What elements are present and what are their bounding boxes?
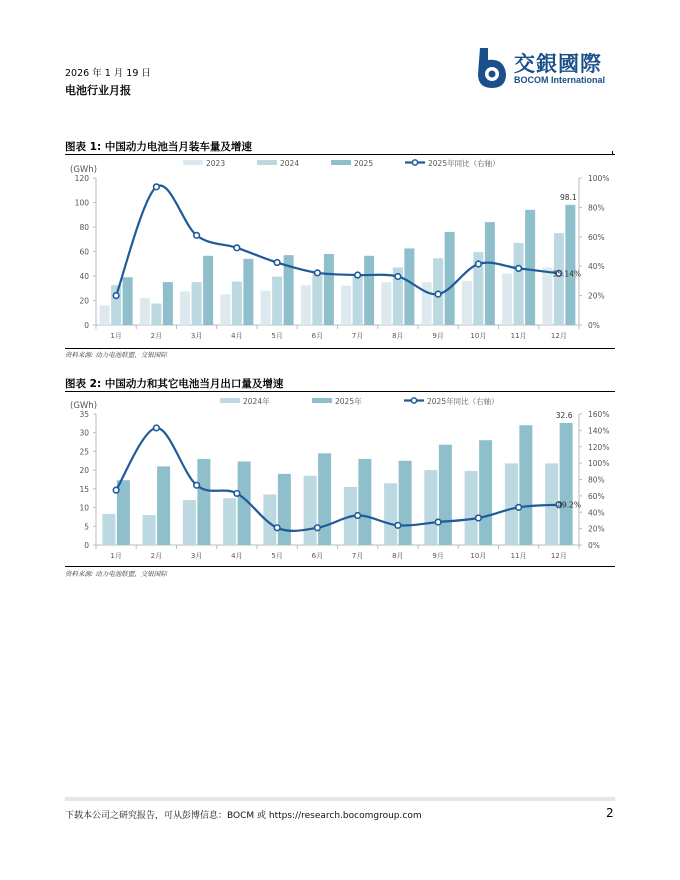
y2-tick-label: 60% (588, 491, 605, 501)
bar-2024 (353, 274, 363, 325)
x-tick-label: 5月 (271, 332, 283, 340)
bar-2024 (514, 243, 524, 325)
last-yoy-data-label: 35.14% (552, 269, 581, 279)
x-tick-label: 11月 (510, 332, 527, 340)
y2-tick-label: 20% (588, 291, 605, 301)
x-tick-label: 4月 (231, 552, 243, 560)
bar-2025年 (157, 466, 170, 545)
figure1-source: 资料来源: 动力电池联盟，交银国际 (65, 351, 167, 359)
legend-label: 2024 (280, 159, 300, 168)
figure2-chart (0, 391, 680, 571)
legend-label: 2025年同比（右轴） (428, 159, 500, 168)
footer-rule (65, 797, 615, 801)
x-tick-label: 5月 (271, 552, 283, 560)
bar-2023 (462, 281, 472, 325)
last-yoy-data-label: 49.2% (557, 500, 581, 510)
y2-tick-label: 0% (588, 541, 600, 550)
y2-tick-label: 0% (588, 321, 600, 330)
yoy-point (113, 293, 119, 299)
bar-2025年 (439, 445, 452, 545)
y-tick-label: 60 (79, 247, 89, 257)
yoy-point (154, 425, 160, 431)
bar-2025年 (197, 459, 210, 545)
bar-2025年 (519, 425, 532, 545)
y-axis-label: (GWh) (70, 165, 98, 175)
bar-2024年 (384, 483, 397, 545)
legend-marker (411, 398, 416, 403)
bar-2024年 (183, 500, 196, 545)
legend-swatch (312, 398, 332, 403)
bar-2024年 (304, 476, 317, 545)
y-tick-label: 40 (79, 272, 89, 281)
y-tick-label: 80 (79, 223, 89, 232)
last-bar-data-label: 32.6 (555, 410, 573, 420)
bar-2024年 (465, 471, 478, 545)
x-tick-label: 6月 (311, 332, 324, 340)
x-tick-label: 12月 (550, 552, 567, 560)
x-tick-label: 8月 (392, 552, 404, 560)
bar-2024 (111, 285, 121, 325)
x-tick-label: 8月 (392, 332, 404, 340)
legend-label: 2023 (206, 159, 226, 168)
figure2-title: 图表 2: 中国动力和其它电池当月出口量及增速 (65, 378, 284, 390)
yoy-point (234, 491, 240, 497)
logo-text-en: BOCOM International (514, 75, 606, 85)
figure2-bottom-rule (65, 566, 615, 567)
x-tick-label: 10月 (470, 552, 487, 560)
bar-2025 (404, 248, 414, 325)
footer-text: 下载本公司之研究报告，可从彭博信息：BOCM 或 https://research.bocomgroup.com (65, 811, 422, 821)
x-tick-label: 12月 (550, 332, 567, 340)
x-tick-label: 2月 (150, 552, 163, 560)
yoy-point (395, 523, 401, 529)
yoy-point (234, 245, 240, 251)
y-tick-label: 120 (74, 174, 89, 183)
bar-2024年 (143, 515, 156, 545)
y-tick-label: 35 (79, 410, 89, 419)
legend-swatch (331, 160, 351, 165)
bar-2025 (324, 254, 334, 325)
bar-2025 (485, 222, 495, 325)
yoy-point (154, 184, 160, 190)
x-tick-label: 6月 (311, 552, 324, 560)
yoy-point (194, 482, 200, 488)
bar-2023 (140, 298, 150, 325)
x-tick-label: 1月 (110, 332, 122, 340)
legend-label: 2025 (354, 159, 374, 168)
x-tick-label: 4月 (231, 332, 243, 340)
legend-label: 2025年 (335, 397, 362, 406)
bar-2023 (542, 267, 552, 325)
y-tick-label: 20 (79, 296, 89, 306)
yoy-point (274, 525, 280, 531)
y2-tick-label: 120% (588, 442, 610, 452)
y-tick-label: 30 (79, 428, 89, 438)
y2-tick-label: 60% (588, 232, 605, 242)
yoy-point (516, 505, 522, 511)
yoy-point (274, 260, 280, 266)
bar-2024 (192, 282, 202, 325)
yoy-point (355, 272, 361, 278)
x-tick-label: 3月 (190, 332, 203, 340)
legend-swatch (220, 398, 240, 403)
bar-2023 (180, 291, 190, 325)
y2-tick-label: 80% (588, 475, 605, 485)
yoy-point (315, 270, 321, 276)
legend-marker (412, 160, 417, 165)
x-tick-label: 10月 (470, 332, 487, 340)
bar-2024 (554, 233, 564, 325)
x-tick-label: 7月 (351, 552, 364, 560)
bar-2025 (525, 210, 535, 325)
y2-tick-label: 140% (588, 426, 610, 436)
figure1-bottom-rule (65, 348, 615, 349)
y-tick-label: 5 (84, 522, 89, 532)
bar-2025 (163, 282, 173, 325)
legend-label: 2024年 (243, 397, 270, 406)
yoy-point (395, 274, 401, 280)
company-logo (474, 46, 624, 90)
yoy-point (194, 233, 200, 239)
bar-2025 (203, 256, 213, 325)
bar-2025年 (358, 459, 371, 545)
x-tick-label: 9月 (432, 552, 444, 560)
bar-2025年 (318, 453, 331, 545)
bar-2023 (100, 305, 110, 325)
yoy-line (116, 428, 559, 531)
bar-2023 (502, 274, 512, 325)
y2-tick-label: 160% (588, 410, 610, 419)
x-tick-label: 7月 (351, 332, 364, 340)
y-tick-label: 20 (79, 466, 89, 476)
bar-2024 (312, 273, 322, 325)
yoy-point (476, 261, 482, 267)
y2-tick-label: 20% (588, 524, 605, 534)
yoy-point (355, 513, 361, 519)
last-bar-data-label: 98.1 (560, 192, 577, 202)
x-tick-label: 3月 (190, 552, 203, 560)
bar-2023 (301, 285, 311, 325)
x-tick-label: 11月 (510, 552, 527, 560)
y2-tick-label: 40% (588, 508, 605, 518)
yoy-point (315, 525, 321, 531)
bar-2025年 (560, 423, 573, 545)
x-tick-label: 1月 (110, 552, 122, 560)
y-tick-label: 0 (84, 541, 89, 550)
y2-tick-label: 40% (588, 262, 605, 272)
bar-2024年 (505, 463, 518, 545)
logo-text-cn: 交銀國際 (514, 52, 602, 76)
y-axis-label: (GWh) (70, 401, 98, 411)
y2-tick-label: 80% (588, 203, 605, 213)
bar-2023 (381, 282, 391, 325)
bar-2025 (123, 277, 133, 325)
legend-swatch (257, 160, 277, 165)
y2-tick-label: 100% (588, 459, 610, 469)
y-tick-label: 15 (79, 484, 89, 494)
yoy-point (476, 515, 482, 521)
y-tick-label: 25 (79, 447, 89, 457)
yoy-point (113, 487, 119, 493)
bocom-logo-icon (474, 46, 512, 90)
bar-2024年 (102, 514, 115, 545)
x-tick-label: 9月 (432, 332, 444, 340)
legend-swatch (183, 160, 203, 165)
legend-label: 2025年同比（右轴） (427, 397, 499, 406)
bar-2025 (445, 232, 455, 325)
bar-2024年 (424, 470, 437, 545)
bar-2023 (341, 286, 351, 325)
y-tick-label: 100 (74, 198, 89, 208)
page-number: 2 (606, 806, 614, 820)
report-title: 电池行业月报 (65, 84, 131, 97)
bar-2025年 (479, 440, 492, 545)
y-tick-label: 10 (79, 503, 89, 513)
bar-2024年 (223, 498, 236, 545)
yoy-point (435, 519, 441, 525)
bar-2025年 (278, 474, 291, 545)
bar-2025年 (399, 461, 412, 545)
y-tick-label: 0 (84, 321, 89, 330)
x-tick-label: 2月 (150, 332, 163, 340)
y2-tick-label: 100% (588, 174, 610, 183)
bar-2024 (272, 277, 282, 325)
report-date: 2026 年 1 月 19 日 (65, 68, 151, 79)
yoy-point (435, 291, 441, 297)
bar-2024 (232, 282, 242, 325)
bar-2023 (220, 294, 230, 325)
yoy-point (516, 266, 522, 272)
figure1-chart (0, 154, 680, 354)
bar-2023 (422, 282, 432, 325)
bar-2025 (565, 205, 575, 325)
figure2-source: 资料来源: 动力电池联盟，交银国际 (65, 570, 167, 578)
figure1-title: 图表 1: 中国动力电池当月装车量及增速 (65, 141, 252, 153)
bar-2024 (151, 304, 161, 325)
bar-2023 (261, 291, 271, 325)
bar-2025 (364, 256, 374, 325)
bar-2025 (243, 259, 253, 325)
